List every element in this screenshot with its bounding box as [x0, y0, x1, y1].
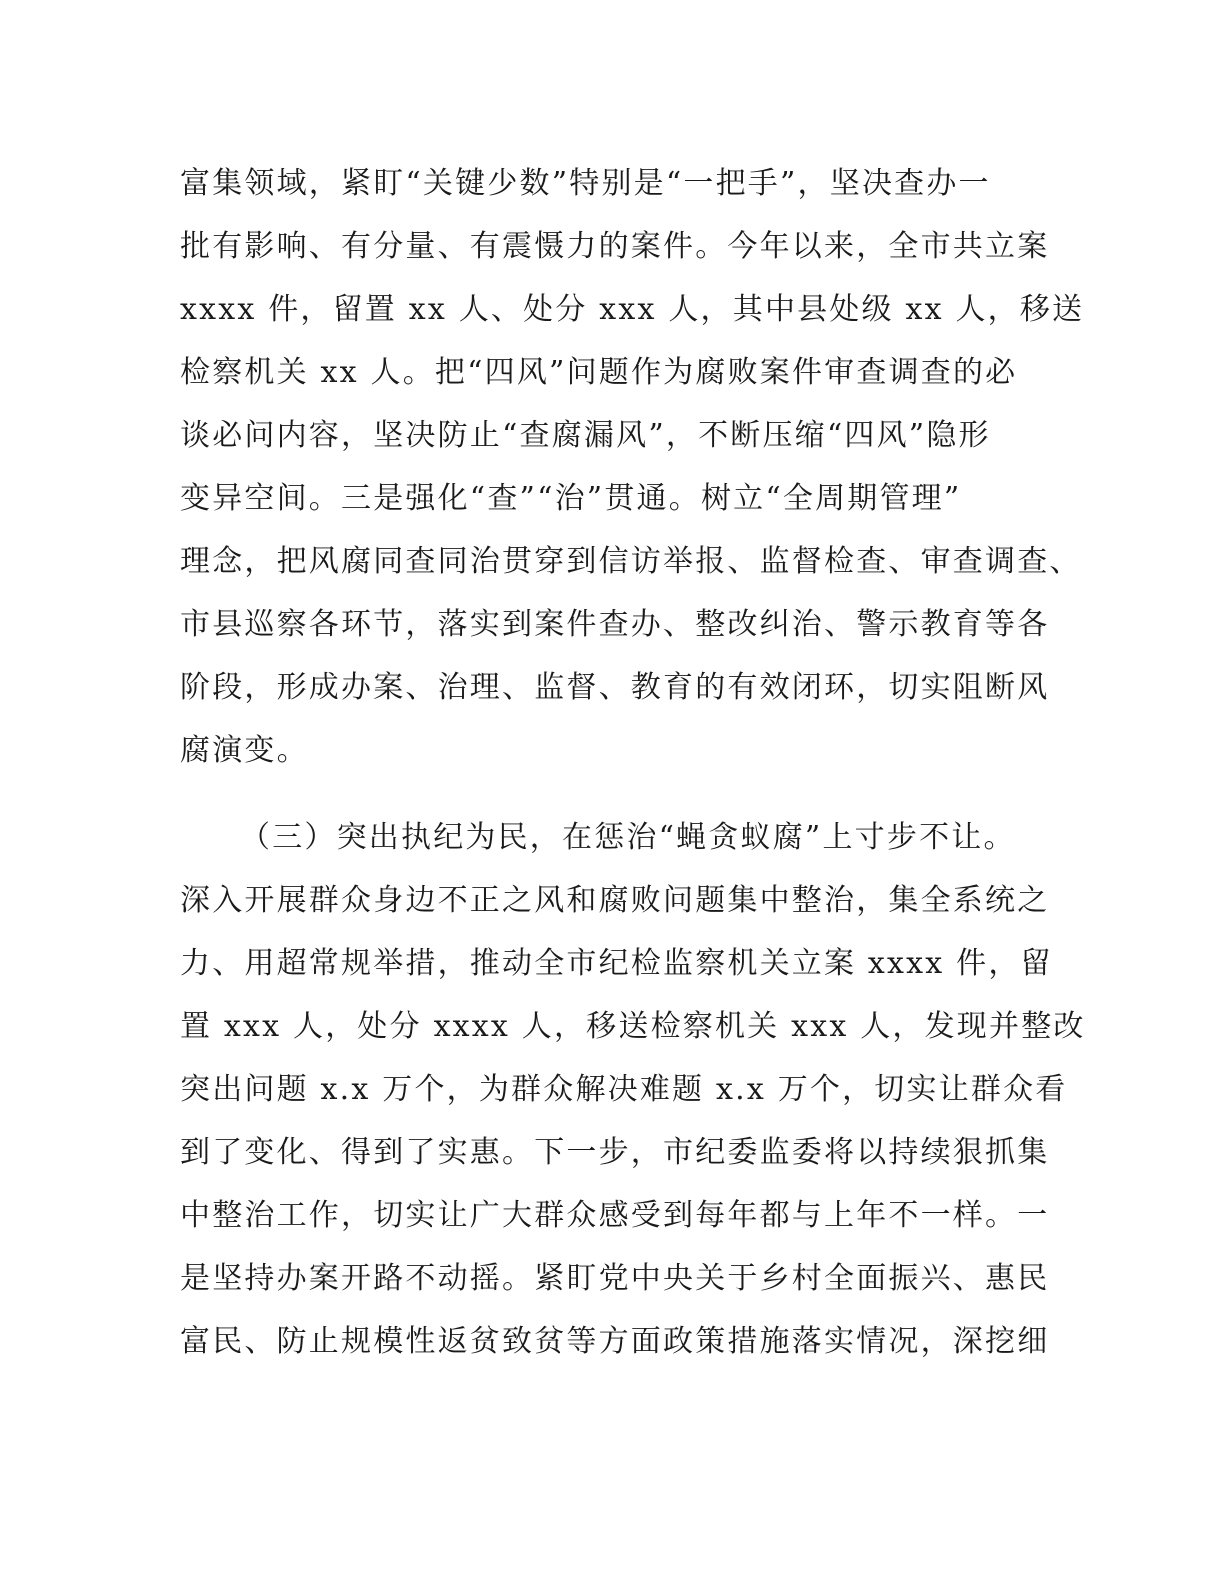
text-line: 检察机关 xx 人。把“四风”问题作为腐败案件审查调查的必	[180, 355, 1018, 390]
text-line: 富集领域，紧盯“关键少数”特别是“一把手”，坚决查办一	[180, 166, 991, 201]
text-line: xxxx 件，留置 xx 人、处分 xxx 人，其中县处级 xx 人，移送	[180, 292, 1085, 327]
text-line: 突出问题 x.x 万个，为群众解决难题 x.x 万个，切实让群众看	[180, 1072, 1068, 1107]
text-line: 到了变化、得到了实惠。下一步，市纪委监委将以持续狠抓集	[180, 1135, 1050, 1170]
text-line: 理念，把风腐同查同治贯穿到信访举报、监督检查、审查调查、	[180, 544, 1082, 579]
text-line: 中整治工作，切实让广大群众感受到每年都与上年不一样。一	[180, 1198, 1050, 1233]
text-line: 腐演变。	[180, 733, 309, 768]
paragraph-continuation	[180, 152, 1085, 782]
text-line: 是坚持办案开路不动摇。紧盯党中央关于乡村全面振兴、惠民	[180, 1261, 1050, 1296]
text-line: 力、用超常规举措，推动全市纪检监察机关立案 xxxx 件，留	[180, 946, 1053, 981]
text-line: 富民、防止规模性返贫致贫等方面政策措施落实情况，深挖细	[180, 1324, 1050, 1359]
text-line: 置 xxx 人，处分 xxxx 人，移送检察机关 xxx 人，发现并整改	[180, 1009, 1086, 1044]
section-heading-line: （三）突出执纪为民，在惩治“蝇贪蚁腐”上寸步不让。	[240, 820, 1016, 855]
text-line: 阶段，形成办案、治理、监督、教育的有效闭环，切实阻断风	[180, 670, 1050, 705]
text-line: 深入开展群众身边不正之风和腐败问题集中整治，集全系统之	[180, 883, 1050, 918]
paragraph-section-3	[180, 806, 1086, 1373]
text-line: 市县巡察各环节，落实到案件查办、整改纠治、警示教育等各	[180, 607, 1050, 642]
text-line: 谈必问内容，坚决防止“查腐漏风”，不断压缩“四风”隐形	[180, 418, 991, 453]
text-line: 变异空间。三是强化“查”“治”贯通。树立“全周期管理”	[180, 481, 962, 516]
text-line: 批有影响、有分量、有震慑力的案件。今年以来，全市共立案	[180, 229, 1050, 264]
